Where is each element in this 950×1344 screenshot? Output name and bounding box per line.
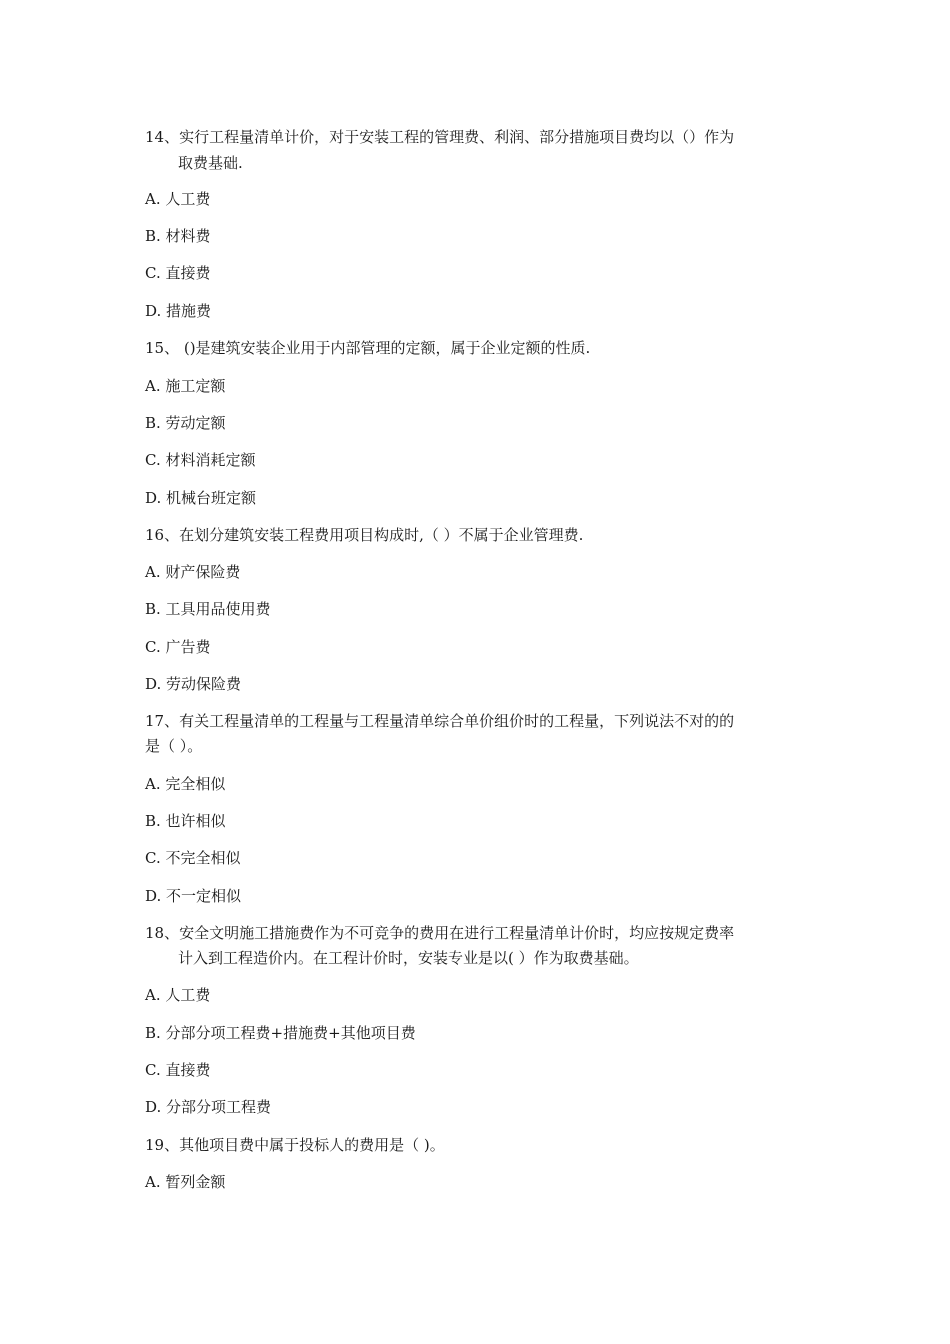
question-16-option-b: B. 工具用品使用费 bbox=[145, 600, 271, 618]
question-14-option-d: D. 措施费 bbox=[145, 302, 212, 320]
question-15-option-a: A. 施工定额 bbox=[145, 377, 226, 395]
question-15-option-d: D. 机械台班定额 bbox=[145, 489, 257, 507]
question-14-option-b: B. 材料费 bbox=[145, 227, 211, 245]
question-15-text: 15、 ()是建筑安装企业用于内部管理的定额，属于企业定额的性质. bbox=[145, 339, 591, 357]
question-16-option-d: D. 劳动保险费 bbox=[145, 675, 242, 693]
question-16-text: 16、在划分建筑安装工程费用项目构成时,（ ）不属于企业管理费. bbox=[145, 526, 584, 544]
question-17-option-d: D. 不一定相似 bbox=[145, 887, 242, 905]
question-15-option-c: C. 材料消耗定额 bbox=[145, 451, 256, 469]
question-14-text: 14、实行工程量清单计价，对于安装工程的管理费、利润、部分措施项目费均以（）作为 bbox=[145, 128, 735, 146]
question-17-option-b: B. 也许相似 bbox=[145, 812, 226, 830]
question-15-option-b: B. 劳动定额 bbox=[145, 414, 226, 432]
question-17-text-continued: 是（ ）。 bbox=[145, 737, 203, 755]
question-18-option-a: A. 人工费 bbox=[145, 986, 211, 1004]
question-16-option-a: A. 财产保险费 bbox=[145, 563, 241, 581]
question-18-text: 18、安全文明施工措施费作为不可竞争的费用在进行工程量清单计价时，均应按规定费率 bbox=[145, 924, 735, 942]
question-18-option-c: C. 直接费 bbox=[145, 1061, 211, 1079]
question-17-text: 17、有关工程量清单的工程量与工程量清单综合单价组价时的工程量，下列说法不对的的 bbox=[145, 712, 735, 730]
question-19-option-a: A. 暂列金额 bbox=[145, 1173, 226, 1191]
question-14-option-c: C. 直接费 bbox=[145, 264, 211, 282]
question-18-text-continued: 计入到工程造价内。在工程计价时，安装专业是以( ）作为取费基础。 bbox=[178, 949, 639, 967]
question-18-option-d: D. 分部分项工程费 bbox=[145, 1098, 272, 1116]
question-19-text: 19、其他项目费中属于投标人的费用是（ )。 bbox=[145, 1136, 445, 1154]
question-16-option-c: C. 广告费 bbox=[145, 638, 211, 656]
question-17-option-c: C. 不完全相似 bbox=[145, 849, 241, 867]
question-17-option-a: A. 完全相似 bbox=[145, 775, 226, 793]
question-18-option-b: B. 分部分项工程费+措施费+其他项目费 bbox=[145, 1024, 416, 1042]
question-14-option-a: A. 人工费 bbox=[145, 190, 211, 208]
question-14-text-continued: 取费基础. bbox=[178, 154, 243, 172]
